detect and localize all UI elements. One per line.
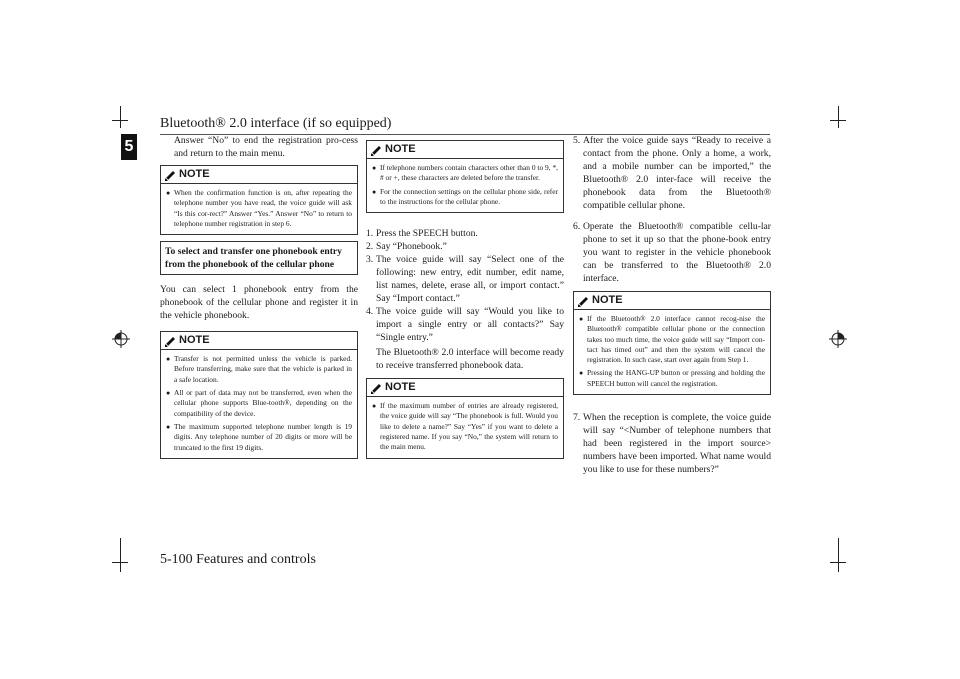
crop-mark-top-right-h bbox=[830, 120, 846, 121]
note-header bbox=[161, 166, 357, 184]
crop-mark-bottom-left-v bbox=[120, 538, 121, 572]
bullet-icon: ● bbox=[372, 164, 377, 172]
note-box-4 bbox=[366, 378, 564, 458]
bullet-icon: ● bbox=[372, 187, 377, 196]
step-item: 3. The voice guide will say “Select one of the following: new entry, edit number, edit name, list names, delete, erase all, or import contact.” Say “Import contact.” bbox=[366, 254, 564, 305]
step-item: 2. Say “Phonebook.” bbox=[366, 241, 447, 253]
note-bullet: ● If the Bluetooth® 2.0 interface cannot recog-nise the Bluetooth® compatible cellular phone or the connection takes too much time, the voice guide will say “Import con-tact has timed out” and then the system will cancel the registration. In such case, start over again from Step 1. bbox=[579, 314, 765, 365]
note-box-5 bbox=[573, 291, 771, 395]
col1-intro: Answer “No” to end the registration pro-cess and return to the main menu. bbox=[174, 135, 358, 159]
column-3 bbox=[573, 134, 771, 482]
note-box-2 bbox=[160, 331, 358, 459]
section-heading: To select and transfer one phonebook entry from the phonebook of the cellular phone bbox=[160, 241, 358, 275]
registration-mark-right bbox=[829, 330, 847, 348]
crop-mark-bottom-left-h bbox=[112, 562, 128, 563]
note-body bbox=[161, 350, 357, 458]
crop-mark-top-left-v bbox=[120, 106, 121, 128]
step-item: 1. Press the SPEECH button. bbox=[366, 228, 478, 240]
step-item: 6. Operate the Bluetooth® compatible cellu-lar phone to set it up so that the phone-book entry you want to register in the vehicle phonebook can be transferred to the Bluetooth® 2.0 interface. bbox=[573, 221, 771, 284]
note-bullet: ● Transfer is not permitted unless the vehicle is parked. Before transferring, make sure that the vehicle is parked in a safe location. bbox=[166, 354, 352, 384]
note-body bbox=[574, 310, 770, 394]
footer-page-label: 5-100 Features and controls bbox=[160, 552, 316, 567]
bullet-icon: ● bbox=[166, 389, 171, 398]
note-box-1 bbox=[160, 165, 358, 235]
note-body bbox=[367, 397, 563, 457]
bullet-icon: ● bbox=[166, 355, 171, 364]
column-1 bbox=[160, 134, 358, 459]
note-bullet: ● For the connection settings on the cellular phone side, refer to the instructions for the cellular phone. bbox=[372, 186, 558, 206]
note-pencil-icon bbox=[163, 334, 177, 348]
note-bullet: ● If the maximum number of entries are already registered, the voice guide will say “The phonebook is full. Would you like to delete a name?” Say “Yes” if you want to delete a registered name. If you say “No,” the system will return to the main menu. bbox=[372, 401, 558, 452]
column-2 bbox=[366, 140, 564, 459]
bullet-icon: ● bbox=[579, 369, 584, 378]
note-label: NOTE bbox=[179, 168, 210, 180]
note-bullet: ● When the confirmation function is on, after repeating the telephone number you have read, the voice guide will ask “Is this cor-rect?” Answer “Yes.” Answer “No” to return to telephone number registration in step 6. bbox=[166, 188, 352, 228]
step-item: 4. The voice guide will say “Would you like to import a single entry or all contacts?” Say “Single entry.” bbox=[366, 306, 564, 344]
section-tab: 5 bbox=[121, 134, 137, 160]
step-item: 7. When the reception is complete, the voice guide will say “<Number of telephone numbers that had been registered in the import source> numbers have been imported. What name would you like to use for these numbers?” bbox=[573, 412, 771, 476]
step-4-detail: The Bluetooth® 2.0 interface will become ready to receive transferred phonebook data. bbox=[376, 347, 564, 372]
header-title: Bluetooth® 2.0 interface (if so equipped) bbox=[160, 116, 392, 131]
crop-mark-top-right-v bbox=[838, 106, 839, 128]
note-pencil-icon bbox=[163, 168, 177, 182]
note-pencil-icon bbox=[576, 294, 590, 308]
col1-body: You can select 1 phonebook entry from the phonebook of the cellular phone and register it in the vehicle phonebook. bbox=[160, 284, 358, 322]
crop-mark-bottom-right-h bbox=[830, 562, 846, 563]
bullet-icon: ● bbox=[372, 402, 377, 411]
note-label: NOTE bbox=[385, 381, 416, 394]
note-header bbox=[574, 292, 770, 310]
note-header bbox=[367, 379, 563, 397]
crop-mark-top-left-h bbox=[112, 120, 128, 121]
note-header bbox=[367, 141, 563, 159]
note-body bbox=[161, 184, 357, 234]
bullet-icon: ● bbox=[166, 189, 171, 197]
registration-mark-left bbox=[112, 330, 130, 348]
step-item: 5. After the voice guide says “Ready to receive a contact from the phone. Only a home, a work, and a mobile number can be imported,” the Bluetooth® 2.0 inter-face will receive the phonebook data from the Bluetooth® compatible cellular phone. bbox=[573, 135, 771, 211]
note-label: NOTE bbox=[385, 143, 416, 155]
note-label: NOTE bbox=[179, 334, 210, 347]
note-bullet: ● The maximum supported telephone number length is 19 digits. Any telephone number of 20 digits or more will be truncated to the first 19 digits. bbox=[166, 421, 352, 452]
bullet-icon: ● bbox=[166, 422, 171, 431]
note-bullet: ● All or part of data may not be transferred, even when the cellular phone supports Blue-tooth®, depending on the compatibility of the device. bbox=[166, 388, 352, 418]
note-pencil-icon bbox=[369, 143, 383, 157]
crop-mark-bottom-right-v bbox=[838, 538, 839, 572]
steps-list bbox=[366, 227, 564, 372]
note-pencil-icon bbox=[369, 381, 383, 395]
bullet-icon: ● bbox=[579, 315, 584, 323]
note-label: NOTE bbox=[592, 294, 623, 306]
note-body bbox=[367, 159, 563, 212]
note-bullet: ● Pressing the HANG-UP button or pressing and holding the SPEECH button will cancel the registration. bbox=[579, 368, 765, 388]
note-bullet: ● If telephone numbers contain characters other than 0 to 9, *, # or +, these characters are deleted before the transfer. bbox=[372, 163, 558, 183]
note-header bbox=[161, 332, 357, 350]
note-box-3 bbox=[366, 140, 564, 213]
